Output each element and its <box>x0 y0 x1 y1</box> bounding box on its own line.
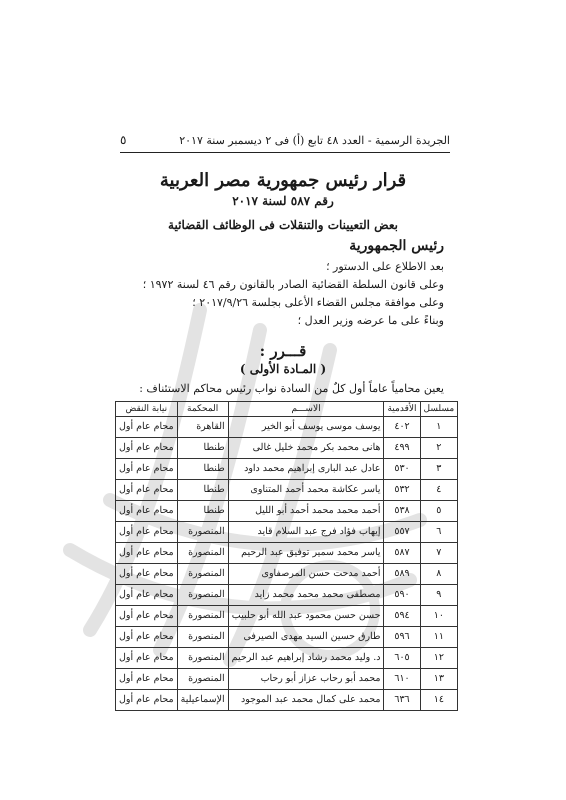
cell-serial: ٨ <box>420 564 458 585</box>
table-header-row <box>116 402 458 417</box>
cell-serial: ٣ <box>420 459 458 480</box>
table-row <box>116 648 458 669</box>
article-text: يعين محامياً عاماً أول كلٌ من السادة نواب رئيس محاكم الاستئناف : <box>139 382 444 395</box>
cell-court: المنصورة <box>177 606 228 627</box>
cell-seniority: ٥٩٤ <box>384 606 420 627</box>
president-heading: رئيس الجمهورية <box>349 238 444 254</box>
cell-office: محام عام أول <box>116 480 178 501</box>
cell-serial: ٩ <box>420 585 458 606</box>
cell-serial: ٦ <box>420 522 458 543</box>
cell-court: طنطا <box>177 459 228 480</box>
table-row <box>116 543 458 564</box>
cell-name: هانى محمد بكر محمد خليل غالى <box>228 438 384 459</box>
cell-name: د. وليد محمد رشاد إبراهيم عبد الرحيم <box>228 648 384 669</box>
preamble <box>124 258 444 330</box>
article-heading: ( المـادة الأولى ) <box>239 362 327 376</box>
cell-name: محمد على كمال محمد عبد الموجود <box>228 690 384 711</box>
cell-serial: ١٣ <box>420 669 458 690</box>
cell-office: محام عام أول <box>116 648 178 669</box>
cell-name: أحمد محمد محمد أحمد أبو الليل <box>228 501 384 522</box>
cell-seniority: ٥٣٠ <box>384 459 420 480</box>
decree-number: رقم ٥٨٧ لسنة ٢٠١٧ <box>232 194 334 208</box>
cell-court: طنطا <box>177 501 228 522</box>
cell-seniority: ٦٠٥ <box>384 648 420 669</box>
table-row <box>116 459 458 480</box>
cell-name: يوسف موسى يوسف أبو الخير <box>228 417 384 438</box>
cell-name: ياسر عكاشة محمد أحمد المتناوى <box>228 480 384 501</box>
header-office: نيابة النقض <box>116 402 178 417</box>
cell-seniority: ٦١٠ <box>384 669 420 690</box>
cell-serial: ١٢ <box>420 648 458 669</box>
cell-seniority: ٥٩٠ <box>384 585 420 606</box>
cell-office: محام عام أول <box>116 585 178 606</box>
cell-court: المنصورة <box>177 522 228 543</box>
cell-office: محام عام أول <box>116 669 178 690</box>
table-row <box>116 522 458 543</box>
cell-court: طنطا <box>177 438 228 459</box>
cell-serial: ١ <box>420 417 458 438</box>
preamble-line: وعلى موافقة مجلس القضاء الأعلى بجلسة ٢٠١٧/٩/٢٦ ؛ <box>192 296 444 309</box>
cell-court: طنطا <box>177 480 228 501</box>
cell-seniority: ٥٨٧ <box>384 543 420 564</box>
table-row <box>116 564 458 585</box>
cell-serial: ١٤ <box>420 690 458 711</box>
cell-seniority: ٥٣٨ <box>384 501 420 522</box>
cell-court: المنصورة <box>177 669 228 690</box>
table-row <box>116 438 458 459</box>
cell-name: إيهاب فؤاد فرج عبد السلام قايد <box>228 522 384 543</box>
table-row <box>116 669 458 690</box>
cell-serial: ٢ <box>420 438 458 459</box>
cell-court: القاهرة <box>177 417 228 438</box>
page-header <box>120 132 450 153</box>
decided-heading: قـــرر : <box>259 342 307 360</box>
cell-name: ياسر محمد سمير توفيق عبد الرحيم <box>228 543 384 564</box>
cell-serial: ٤ <box>420 480 458 501</box>
header-serial: مسلسل <box>420 402 458 417</box>
table-row <box>116 417 458 438</box>
cell-seniority: ٥٩٦ <box>384 627 420 648</box>
table-row <box>116 690 458 711</box>
cell-serial: ٧ <box>420 543 458 564</box>
header-court: المحكمة <box>177 402 228 417</box>
page-number: ٥ <box>120 133 127 147</box>
cell-office: محام عام أول <box>116 606 178 627</box>
cell-seniority: ٤٠٢ <box>384 417 420 438</box>
cell-office: محام عام أول <box>116 564 178 585</box>
cell-court: المنصورة <box>177 564 228 585</box>
cell-court: المنصورة <box>177 585 228 606</box>
table-row <box>116 606 458 627</box>
cell-court: المنصورة <box>177 543 228 564</box>
cell-name: أحمد مدحت حسن المرصفاوى <box>228 564 384 585</box>
cell-seniority: ٤٩٩ <box>384 438 420 459</box>
appointments-table <box>115 401 458 711</box>
table-row <box>116 585 458 606</box>
decree-title: قرار رئيس جمهورية مصر العربية <box>159 170 407 191</box>
cell-office: محام عام أول <box>116 459 178 480</box>
cell-seniority: ٦٣٦ <box>384 690 420 711</box>
cell-office: محام عام أول <box>116 501 178 522</box>
cell-serial: ١٠ <box>420 606 458 627</box>
table-body <box>116 417 458 711</box>
cell-court: الإسماعيلية <box>177 690 228 711</box>
table-row <box>116 501 458 522</box>
header-seniority: الأقدمية <box>384 402 420 417</box>
cell-office: محام عام أول <box>116 438 178 459</box>
cell-office: محام عام أول <box>116 690 178 711</box>
cell-name: طارق حسين السيد مهدى الصيرفى <box>228 627 384 648</box>
cell-name: محمد أبو رحاب عزاز أبو رحاب <box>228 669 384 690</box>
cell-serial: ١١ <box>420 627 458 648</box>
cell-office: محام عام أول <box>116 522 178 543</box>
preamble-line: وبناءً على ما عرضه وزير العدل ؛ <box>297 314 444 327</box>
cell-seniority: ٥٣٢ <box>384 480 420 501</box>
preamble-line: وعلى قانون السلطة القضائية الصادر بالقانون رقم ٤٦ لسنة ١٩٧٢ ؛ <box>142 278 444 291</box>
cell-name: عادل عبد البارى إبراهيم محمد داود <box>228 459 384 480</box>
preamble-line: بعد الاطلاع على الدستور ؛ <box>326 260 444 273</box>
decree-subject: بعض التعيينات والتنقلات فى الوظائف القضائية <box>168 218 398 232</box>
cell-office: محام عام أول <box>116 627 178 648</box>
header-name: الاســـم <box>228 402 384 417</box>
cell-court: المنصورة <box>177 648 228 669</box>
cell-seniority: ٥٥٧ <box>384 522 420 543</box>
cell-office: محام عام أول <box>116 543 178 564</box>
table-row <box>116 627 458 648</box>
cell-court: المنصورة <box>177 627 228 648</box>
cell-office: محام عام أول <box>116 417 178 438</box>
cell-name: مصطفى محمد محمد محمد زايد <box>228 585 384 606</box>
header-text: الجريدة الرسمية - العدد ٤٨ تابع (أ) فى ٢ ديسمبر سنة ٢٠١٧ <box>179 134 450 147</box>
table-row <box>116 480 458 501</box>
cell-name: حسن حسن محمود عبد الله أبو حلبيب <box>228 606 384 627</box>
cell-seniority: ٥٨٩ <box>384 564 420 585</box>
cell-serial: ٥ <box>420 501 458 522</box>
